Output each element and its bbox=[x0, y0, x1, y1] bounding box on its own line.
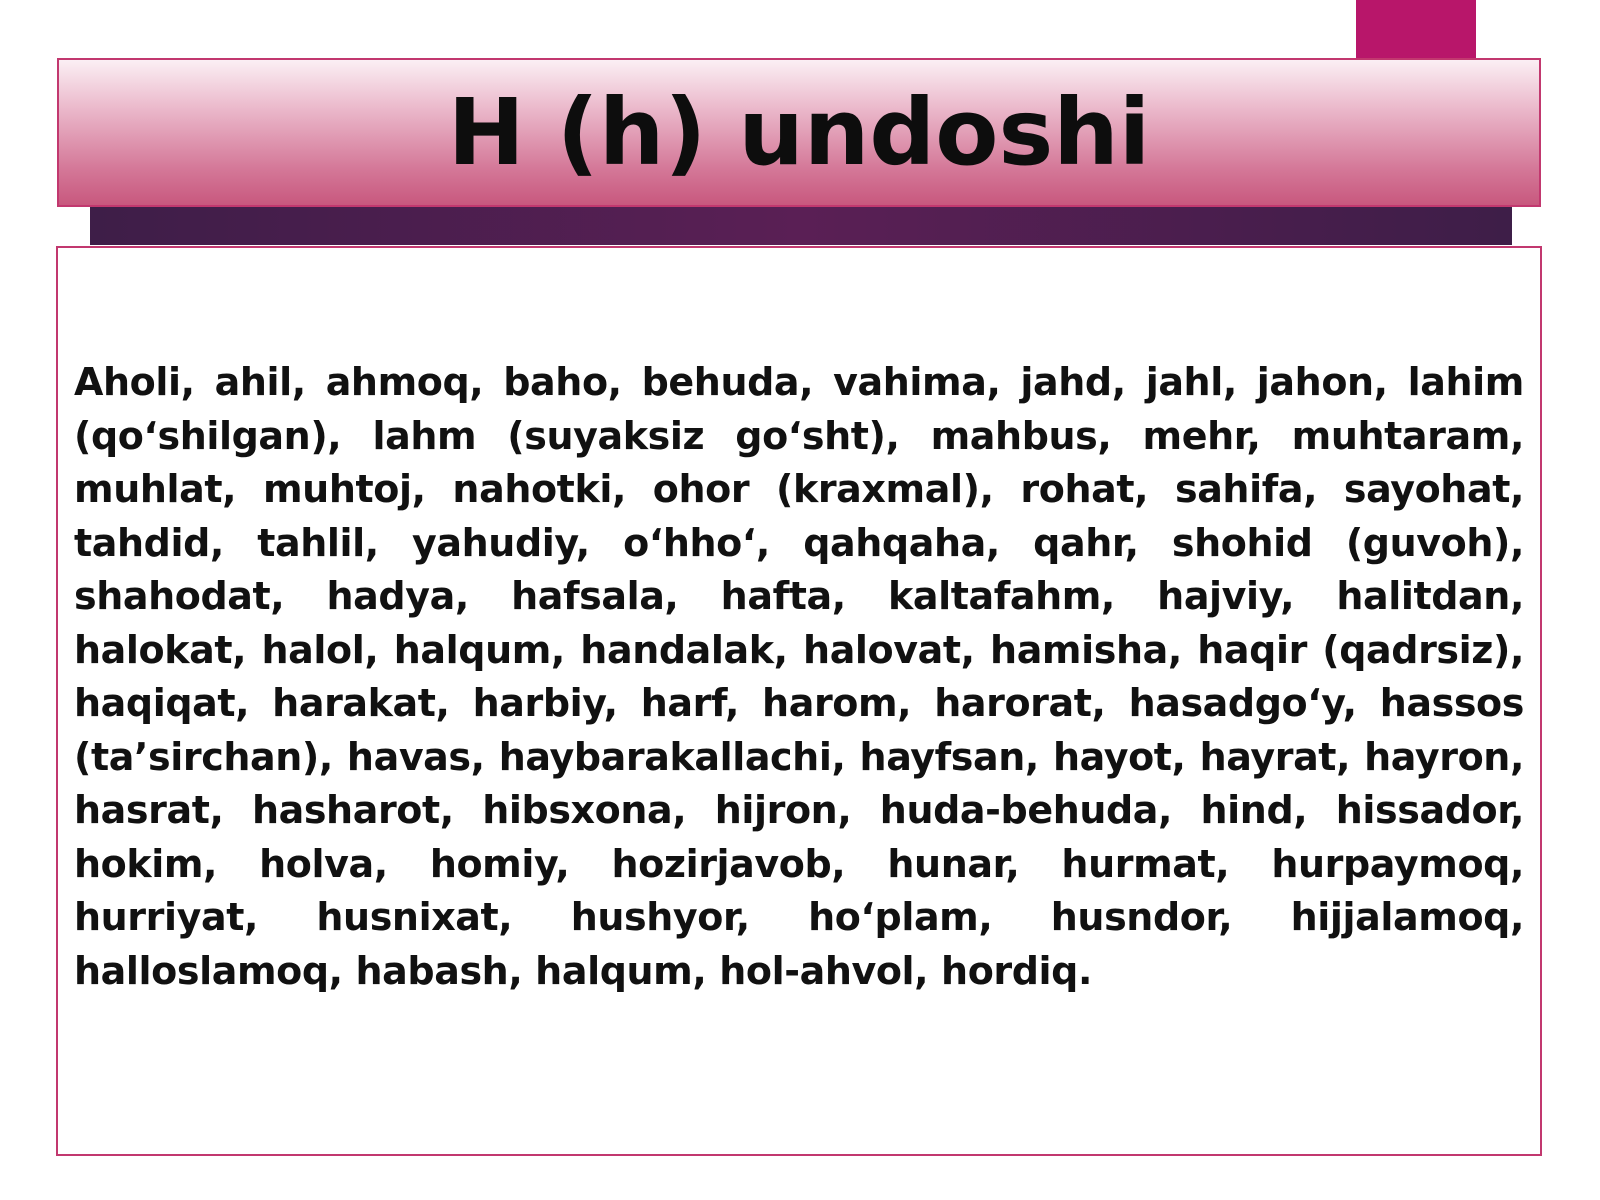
content-box bbox=[56, 246, 1542, 1156]
title-bar bbox=[57, 58, 1541, 207]
accent-tab bbox=[1356, 0, 1476, 60]
title-shadow-band bbox=[90, 207, 1512, 245]
slide-title: H (h) undoshi bbox=[447, 78, 1151, 186]
word-list-text: Aholi, ahil, ahmoq, baho, behuda, vahima, jahd, jahl, jahon, lahim (qo‘shilgan), lahm (suyaksiz go‘sht), mahbus, mehr, muhtaram, muhlat, muhtoj, nahotki, ohor (kraxmal), rohat, sahifa, sayohat, tahdid, tahlil, yahudiy, o‘hho‘, qahqaha, qahr, shohid (guvoh), shahodat, hadya, hafsala, hafta, kaltafahm, hajviy, halitdan, halokat, halol, halqum, handalak, halovat, hamisha, haqir (qadrsiz), haqiqat, harakat, harbiy, harf, harom, harorat, hasadgo‘y, hassos (ta’sirchan), havas, haybarakallachi, hayfsan, hayot, hayrat, hayron, hasrat, hasharot, hibsxona, hijron, huda-behuda, hind, hissador, hokim, holva, homiy, hozirjavob, hunar, hurmat, hurpaymoq, hurriyat, husnixat, hushyor, ho‘plam, husndor, hijjalamoq, halloslamoq, habash, halqum, hol-ahvol, hordiq. bbox=[74, 360, 1524, 993]
